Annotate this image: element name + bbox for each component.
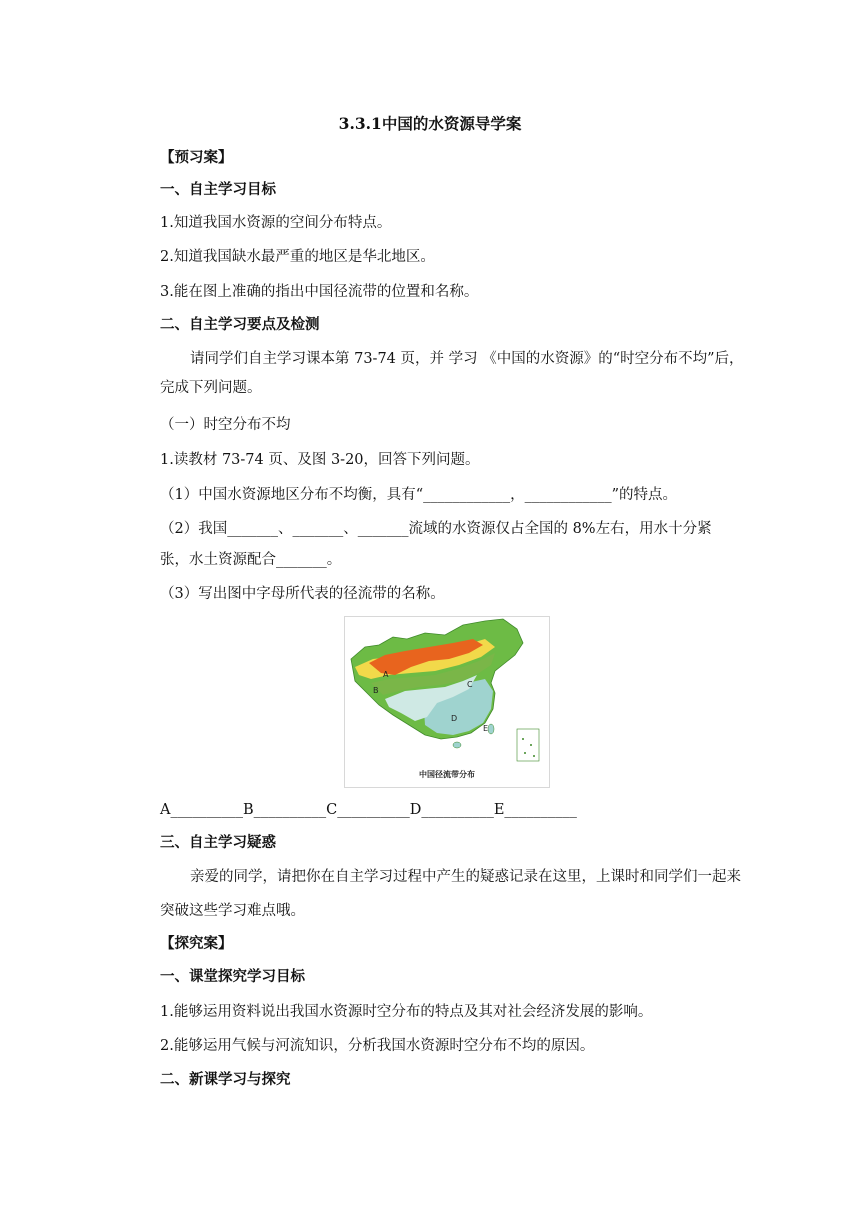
goal-item: 2.知道我国缺水最严重的地区是华北地区。 <box>160 249 435 265</box>
preview-header: 【预习案】 <box>160 149 233 166</box>
goal-item: 1.能够运用资料说出我国水资源时空分布的特点及其对社会经济发展的影响。 <box>160 1004 653 1020</box>
map-letter-e: E <box>483 724 489 733</box>
intro-paragraph-line2: 完成下列问题。 <box>160 380 262 396</box>
answer-blank-line: A__________B__________C__________D__________E__________ <box>160 802 577 818</box>
goal-item: 3.能在图上准确的指出中国径流带的位置和名称。 <box>160 284 479 300</box>
section-self-study-goals: 一、自主学习目标 <box>160 181 276 198</box>
subsection-uneven-distribution: （一）时空分布不均 <box>160 417 291 433</box>
doubt-paragraph-line2: 突破这些学习难点哦。 <box>160 903 305 919</box>
map-letter-b: B <box>373 686 379 695</box>
goal-item: 1.知道我国水资源的空间分布特点。 <box>160 215 392 231</box>
explore-header: 【探究案】 <box>160 935 233 952</box>
section-class-goals: 一、课堂探究学习目标 <box>160 968 305 985</box>
map-letter-d: D <box>451 714 458 723</box>
map-caption: 中国径流带分布 <box>419 770 475 779</box>
runoff-zone-map <box>344 616 550 788</box>
section-key-points: 二、自主学习要点及检测 <box>160 316 320 333</box>
intro-paragraph-line1: 请同学们自主学习课本第 73-74 页，并 学习 《中国的水资源》的“时空分布不均”后， <box>190 351 744 367</box>
doubt-paragraph-line1: 亲爱的同学，请把你在自主学习过程中产生的疑惑记录在这里，上课时和同学们一起来 <box>190 869 741 885</box>
map-letter-c: C <box>467 680 473 689</box>
question-1-2-line1: （2）我国_______、_______、_______流域的水资源仅占全国的 8%左右，用水十分紧 <box>160 521 712 537</box>
question-1: 1.读教材 73-74 页、及图 3-20，回答下列问题。 <box>160 452 480 468</box>
map-letter-a: A <box>383 670 389 679</box>
china-runoff-map-image <box>345 617 549 767</box>
question-1-2-line2: 张，水土资源配合_______。 <box>160 552 342 568</box>
section-new-lesson: 二、新课学习与探究 <box>160 1071 291 1088</box>
question-1-1: （1）中国水资源地区分布不均衡，具有“____________，____________”的特点。 <box>160 487 678 503</box>
page-title: 3.3.1中国的水资源导学案 <box>338 114 522 133</box>
goal-item: 2.能够运用气候与河流知识，分析我国水资源时空分布不均的原因。 <box>160 1038 595 1054</box>
section-self-study-doubts: 三、自主学习疑惑 <box>160 834 276 851</box>
question-1-3: （3）写出图中字母所代表的径流带的名称。 <box>160 586 445 602</box>
